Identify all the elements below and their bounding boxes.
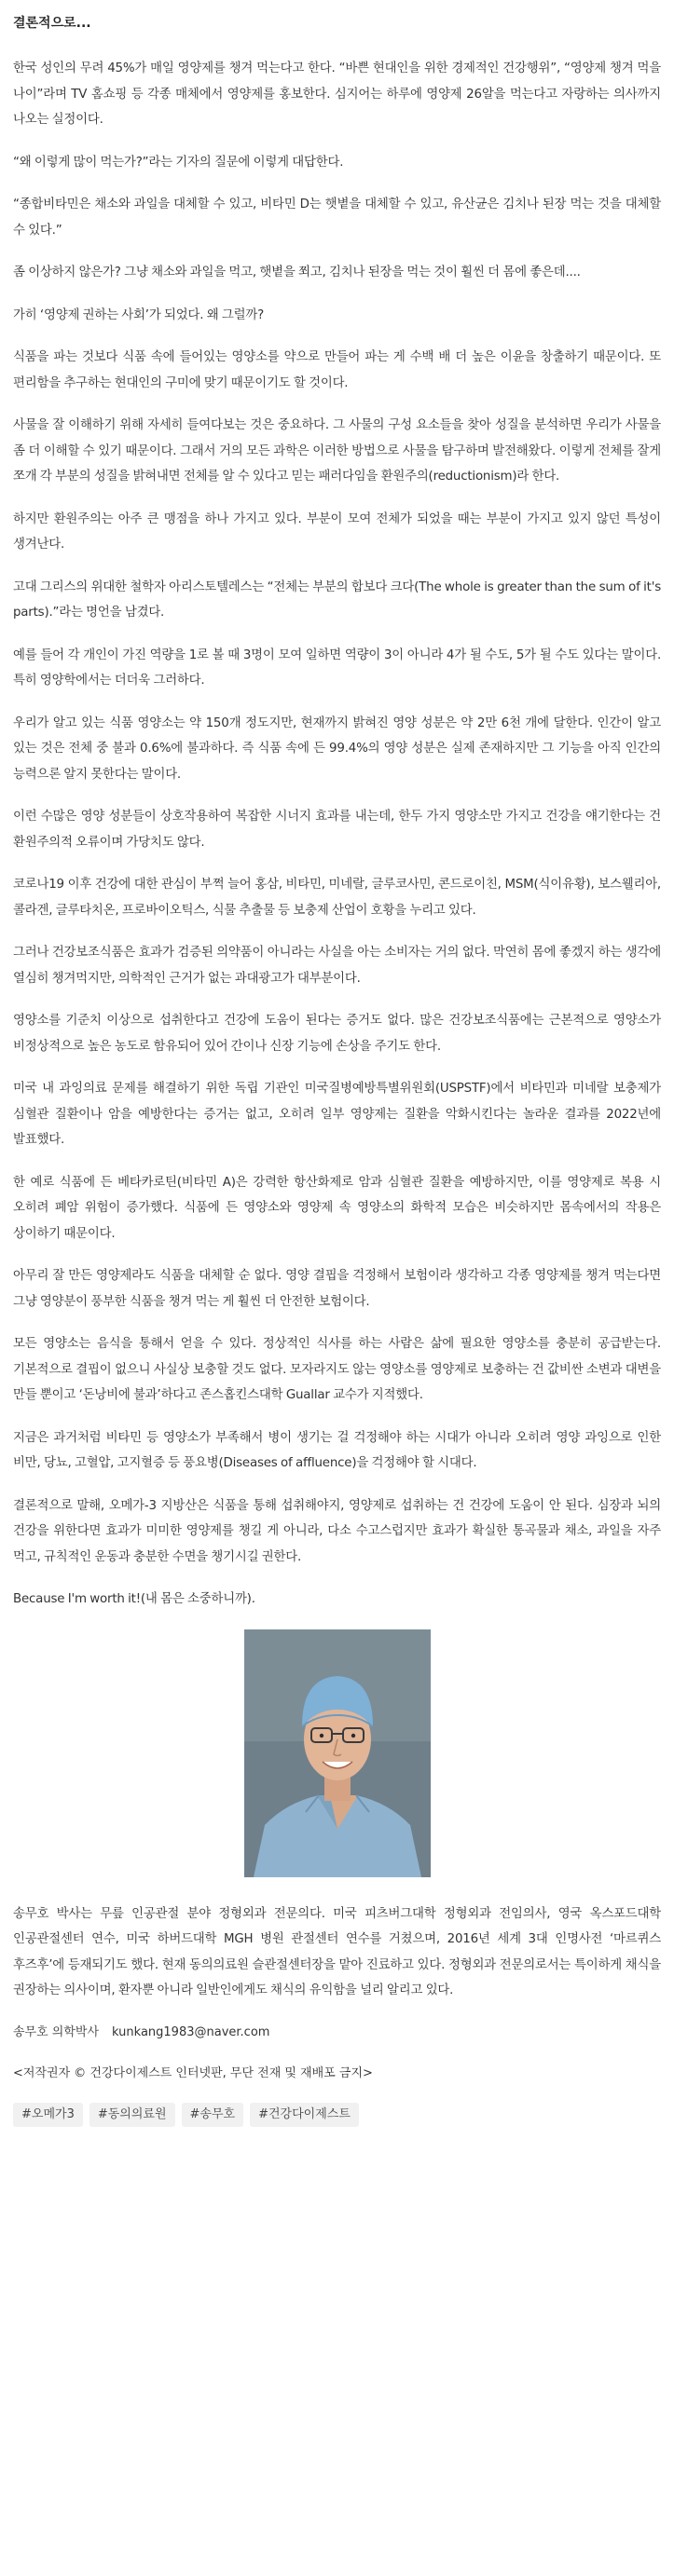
copyright-notice: <저작권자 © 건강다이제스트 인터넷판, 무단 전재 및 재배포 금지> (13, 2065, 373, 2080)
paragraph: 지금은 과거처럼 비타민 등 영양소가 부족해서 병이 생기는 걸 걱정해야 하는 시대가 아니라 오히려 영양 과잉으로 인한 비만, 당뇨, 고혈압, 고지혈증 등 풍요병(Diseases of affluence)을 걱정해야 할 시대다. (13, 1430, 661, 1470)
paragraph: 모든 영양소는 음식을 통해서 얻을 수 있다. 정상적인 식사를 하는 사람은 삶에 필요한 영양소를 충분히 공급받는다. 기본적으로 결핍이 없으니 사실상 보충할 것도 없다. 모자라지도 않는 영양소를 영양제로 보충하는 건 값비싼 소변과 대변을 만들 뿐이고 ‘돈낭비에 불과’하다고 존스홉킨스대학 Guallar 교수가 지적했다. (13, 1337, 661, 1402)
paragraph: 예를 들어 각 개인이 가진 역량을 1로 볼 때 3명이 모여 일하면 역량이 3이 아니라 4가 될 수도, 5가 될 수도 있다는 말이다. 특히 영양학에서는 더더욱 그러하다. (13, 647, 661, 688)
paragraph: 사물을 잘 이해하기 위해 자세히 들여다보는 것은 중요하다. 그 사물의 구성 요소들을 찾아 성질을 분석하면 우리가 사물을 좀 더 이해할 수 있기 때문이다. 그래서 거의 모든 과학은 이러한 방법으로 사물을 탐구하며 발전해왔다. 이렇게 전체를 잘게 쪼개 각 부분의 성질을 밝혀내면 전체를 알 수 있다고 믿는 패러다임을 환원주의(reductionism)라 한다. (13, 418, 661, 484)
author-bio: 송무호 박사는 무릎 인공관절 분야 정형외과 전문의다. 미국 피츠버그대학 정형외과 전임의사, 영국 옥스포드대학 인공관절센터 연수, 미국 하버드대학 MGH 병원 관절센터 연수를 거쳤으며, 2016년 세계 3대 인명사전 ‘마르퀴스 후즈후’에 등재되기도 했다. 현재 동의의료원 슬관절센터장을 맡아 진료하고 있다. 정형외과 전문의로서는 특이하게 채식을 권장하는 의사이며, 환자뿐 아니라 일반인에게도 채식의 유익함을 널리 알리고 있다. (13, 1906, 661, 1997)
paragraph: “종합비타민은 채소와 과일을 대체할 수 있고, 비타민 D는 햇볕을 대체할 수 있고, 유산균은 김치나 된장 먹는 것을 대체할 수 있다.” (13, 198, 661, 238)
paragraph: 가히 ‘영양제 권하는 사회’가 되었다. 왜 그럴까? (13, 307, 265, 322)
paragraph: 식품을 파는 것보다 식품 속에 들어있는 영양소를 약으로 만들어 파는 게 수백 배 더 높은 이윤을 창출하기 때문이다. 또 편리함을 추구하는 현대인의 구미에 맞기 때문이기도 할 것이다. (13, 350, 661, 390)
paragraph: 미국 내 과잉의료 문제를 해결하기 위한 독립 기관인 미국질병예방특별위원회(USPSTF)에서 비타민과 미네랄 보충제가 심혈관 질환이나 암을 예방한다는 증거는 없고, 오히려 일부 영양제는 질환을 악화시킨다는 놀라운 결과를 2022년에 발표했다. (13, 1082, 661, 1147)
author-name: 송무호 의학박사 (13, 2024, 100, 2039)
paragraph: 고대 그리스의 위대한 철학자 아리스토텔레스는 “전체는 부분의 합보다 크다(The whole is greater than the sum of it's parts).”라는 명언을 남겼다. (13, 579, 661, 620)
paragraph: 영양소를 기준치 이상으로 섭취한다고 건강에 도움이 된다는 증거도 없다. 많은 건강보조식품에는 근본적으로 영양소가 비정상적으로 높은 농도로 함유되어 있어 간이나 신장 기능에 손상을 주기도 한다. (13, 1014, 661, 1054)
paragraph: 그러나 건강보조식품은 효과가 검증된 의약품이 아니라는 사실을 아는 소비자는 거의 없다. 막연히 몸에 좋겠지 하는 생각에 열심히 챙겨먹지만, 의학적인 근거가 없는 과대광고가 대부분이다. (13, 946, 661, 986)
paragraph: “왜 이렇게 많이 먹는가?”라는 기자의 질문에 이렇게 대답한다. (13, 155, 344, 170)
paragraph: 한국 성인의 무려 45%가 매일 영양제를 챙겨 먹는다고 한다. “바쁜 현대인을 위한 경제적인 건강행위”, “영양제 챙겨 먹을 나이”라며 TV 홈쇼핑 등 각종 매체에서 영양제를 홍보한다. 심지어는 하루에 영양제 26알을 먹는다고 자랑하는 의사까지 나오는 실정이다. (13, 61, 661, 127)
author-signature (13, 2023, 661, 2043)
tag-song-muho[interactable]: #송무호 (182, 2103, 244, 2127)
author-photo-container (13, 1629, 661, 1877)
paragraph: 코로나19 이후 건강에 대한 관심이 부쩍 늘어 홍삼, 비타민, 미네랄, 글루코사민, 콘드로이친, MSM(식이유황), 보스웰리아, 콜라겐, 글루타치온, 프로바이오틱스, 식물 추출물 등 보충제 산업이 호황을 누리고 있다. (13, 878, 661, 918)
author-email[interactable]: kunkang1983@naver.com (112, 2024, 270, 2039)
tag-omega3[interactable]: #오메가3 (13, 2103, 83, 2127)
tag-dongeui-medical[interactable]: #동의의료원 (89, 2103, 175, 2127)
article-heading: 결론적으로... (13, 16, 91, 31)
paragraph: 이런 수많은 영양 성분들이 상호작용하여 복잡한 시너지 효과를 내는데, 한두 가지 영양소만 가지고 건강을 얘기한다는 건 환원주의적 오류이며 가당치도 않다. (13, 810, 661, 850)
paragraph: 한 예로 식품에 든 베타카로틴(비타민 A)은 강력한 항산화제로 암과 심혈관 질환을 예방하지만, 이를 영양제로 복용 시 오히려 폐암 위험이 증가했다. 식품에 든 영양소와 영양제 속 영양소의 화학적 모습은 비슷하지만 몸속에서의 작용은 상이하기 때문이다. (13, 1175, 661, 1241)
author-photo (244, 1629, 431, 1877)
paragraph: 우리가 알고 있는 식품 영양소는 약 150개 정도지만, 현재까지 밝혀진 영양 성분은 약 2만 6천 개에 달한다. 인간이 알고 있는 것은 전체 중 불과 0.6%에 불과하다. 즉 식품 속에 든 99.4%의 영양 성분은 실제 존재하지만 그 기능을 아직 인간의 능력으론 알지 못한다는 말이다. (13, 716, 661, 782)
author-portrait-illustration (244, 1629, 431, 1877)
tag-health-digest[interactable]: #건강다이제스트 (250, 2103, 359, 2127)
paragraph: Because I'm worth it!(내 몸은 소중하니까). (13, 1592, 255, 1606)
paragraph: 하지만 환원주의는 아주 큰 맹점을 하나 가지고 있다. 부분이 모여 전체가 되었을 때는 부분이 가지고 있지 않던 특성이 생겨난다. (13, 511, 661, 552)
paragraph: 아무리 잘 만든 영양제라도 식품을 대체할 순 없다. 영양 결핍을 걱정해서 보험이라 생각하고 각종 영양제를 챙겨 먹는다면 그냥 영양분이 풍부한 식품을 챙겨 먹는 게 훨씬 더 안전한 보험이다. (13, 1269, 661, 1309)
tag-list (13, 2103, 661, 2127)
paragraph: 좀 이상하지 않은가? 그냥 채소와 과일을 먹고, 햇볕을 쬐고, 김치나 된장을 먹는 것이 훨씬 더 몸에 좋은데.... (13, 266, 581, 279)
paragraph: 결론적으로 말해, 오메가-3 지방산은 식품을 통해 섭취해야지, 영양제로 섭취하는 건 건강에 도움이 안 된다. 심장과 뇌의 건강을 위한다면 효과가 미미한 영양제를 챙길 게 아니라, 다소 수고스럽지만 효과가 확실한 통곡물과 채소, 과일을 자주 먹고, 규칙적인 운동과 충분한 수면을 챙기시길 권한다. (13, 1498, 661, 1564)
